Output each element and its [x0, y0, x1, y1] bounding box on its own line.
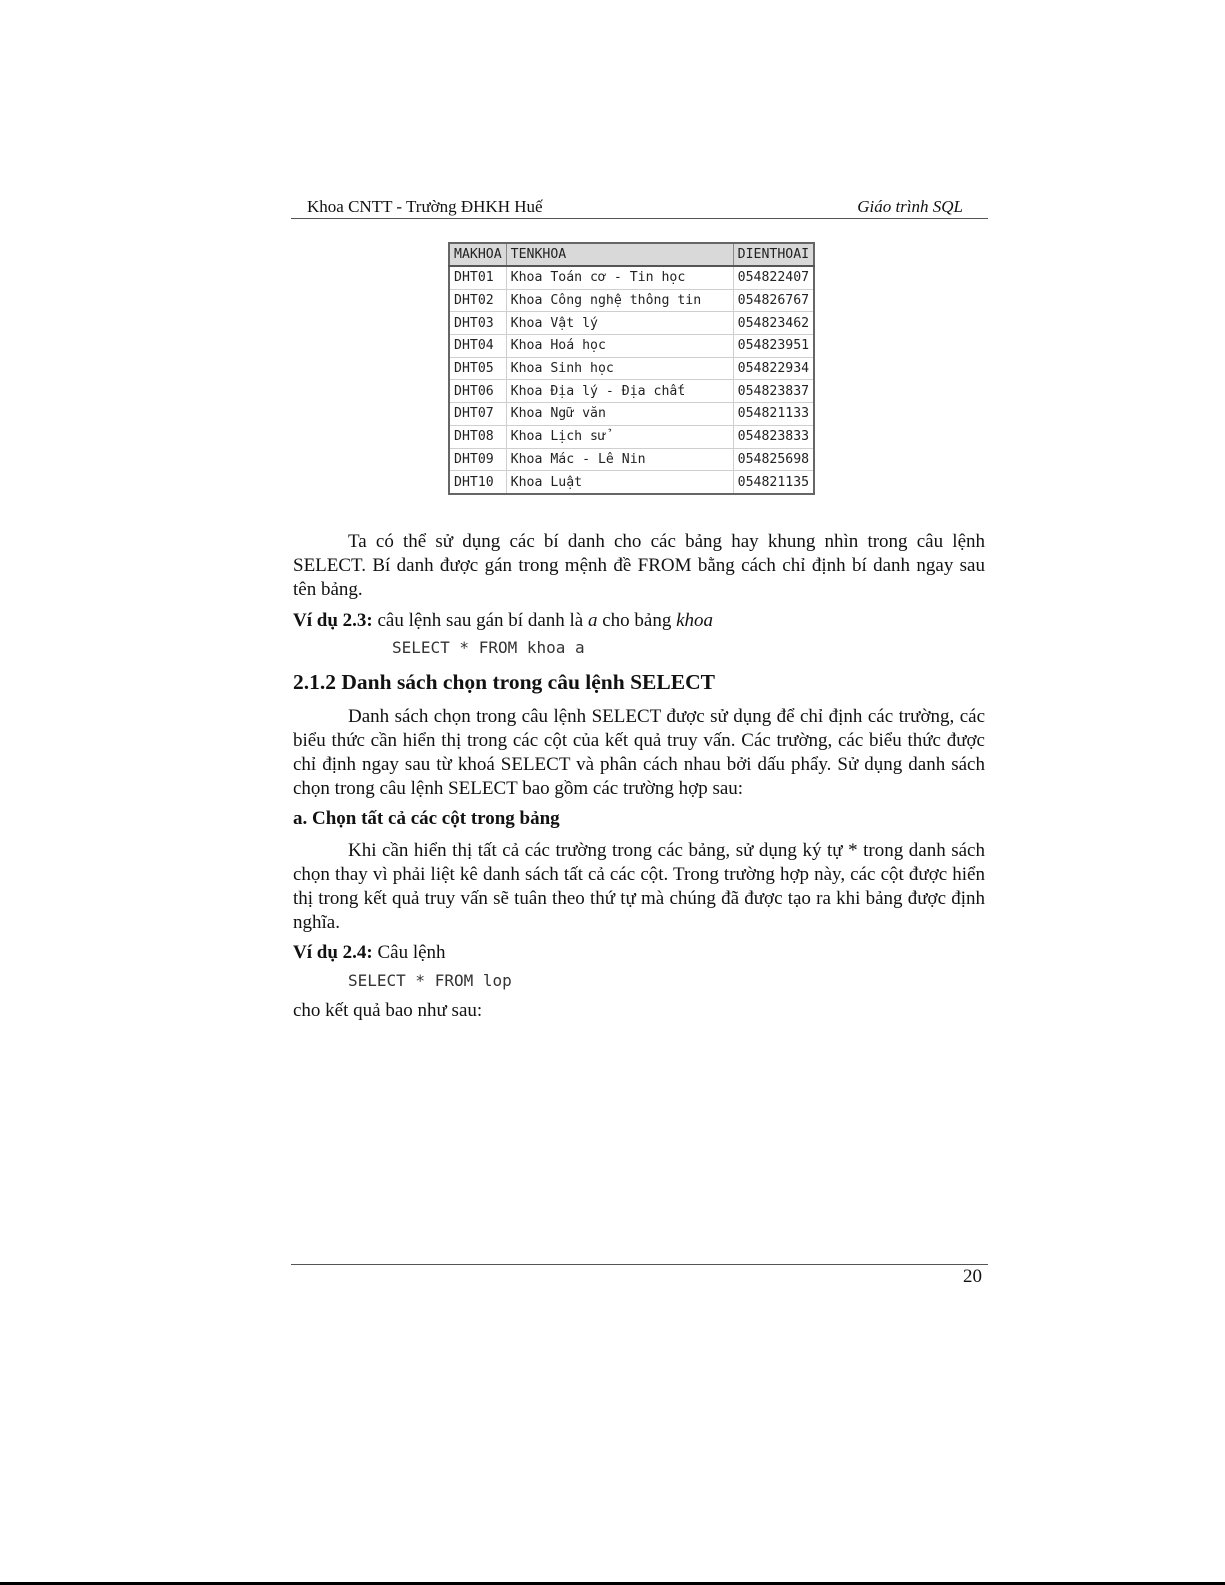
page-number: 20 — [963, 1266, 982, 1287]
running-header-right: Giáo trình SQL — [857, 197, 963, 216]
column-header-dienthoai: DIENTHOAI — [733, 243, 814, 266]
example-2-3-text-a: câu lệnh sau gán bí danh là — [372, 610, 588, 631]
result-intro-line: cho kết quả bao như sau: — [293, 1000, 483, 1021]
table-row — [449, 357, 814, 380]
cell-tenkhoa: Khoa Mác - Lê Nin — [506, 448, 733, 471]
example-2-4-label: Ví dụ 2.4: — [293, 942, 373, 963]
example-2-4-line — [293, 941, 446, 965]
cell-dienthoai: 054822407 — [733, 266, 814, 289]
cell-dienthoai: 054823837 — [733, 380, 814, 403]
cell-dienthoai: 054823951 — [733, 335, 814, 358]
cell-tenkhoa: Khoa Ngữ văn — [506, 403, 733, 426]
example-2-3-line — [293, 609, 713, 633]
column-header-tenkhoa: TENKHOA — [506, 243, 733, 266]
table-row — [449, 312, 814, 335]
cell-tenkhoa: Khoa Hoá học — [506, 335, 733, 358]
alias-paragraph: Ta có thể sử dụng các bí danh cho các bảng hay khung nhìn trong câu lệnh SELECT. Bí danh được gán trong mệnh đề FROM bằng cách chỉ định bí danh ngay sau tên bảng. — [293, 531, 985, 600]
cell-tenkhoa: Khoa Luật — [506, 471, 733, 494]
footer-rule — [291, 1264, 988, 1265]
cell-makhoa: DHT02 — [449, 289, 506, 312]
cell-makhoa: DHT10 — [449, 471, 506, 494]
cell-tenkhoa: Khoa Toán cơ - Tin học — [506, 266, 733, 289]
table-row — [449, 471, 814, 494]
select-list-paragraph: Danh sách chọn trong câu lệnh SELECT được sử dụng để chỉ định các trường, các biểu thức cần hiển thị trong các cột của kết quả truy vấn. Các trường, các biểu thức được chỉ định ngay sau từ khoá SELECT và phân cách nhau bởi dấu phẩy. Sử dụng danh sách chọn trong câu lệnh SELECT bao gồm các trường hợp sau: — [293, 706, 985, 799]
cell-tenkhoa: Khoa Vật lý — [506, 312, 733, 335]
cell-makhoa: DHT06 — [449, 380, 506, 403]
column-header-makhoa: MAKHOA — [449, 243, 506, 266]
cell-makhoa: DHT09 — [449, 448, 506, 471]
example-2-3-alias: a — [587, 610, 598, 631]
cell-tenkhoa: Khoa Địa lý - Địa chất — [506, 380, 733, 403]
running-header-left: Khoa CNTT - Trường ĐHKH Huế — [307, 197, 543, 216]
cell-dienthoai: 054822934 — [733, 357, 814, 380]
cell-makhoa: DHT07 — [449, 403, 506, 426]
cell-tenkhoa: Khoa Sinh học — [506, 357, 733, 380]
section-heading-2-1-2: 2.1.2 Danh sách chọn trong câu lệnh SELECT — [293, 670, 715, 694]
header-rule — [291, 218, 988, 219]
table-row — [449, 448, 814, 471]
table-header-row — [449, 243, 814, 266]
cell-tenkhoa: Khoa Lịch sử — [506, 425, 733, 448]
cell-dienthoai: 054823462 — [733, 312, 814, 335]
table-row — [449, 289, 814, 312]
cell-makhoa: DHT03 — [449, 312, 506, 335]
select-all-paragraph: Khi cần hiển thị tất cả các trường trong các bảng, sử dụng ký tự * trong danh sách chọn thay vì phải liệt kê danh sách tất cả các cột. Trong trường hợp này, các cột được hiển thị trong kết quả truy vấn sẽ tuân theo thứ tự mà chúng đã được tạo ra khi bảng được định nghĩa. — [293, 840, 985, 933]
cell-dienthoai: 054821133 — [733, 403, 814, 426]
cell-makhoa: DHT08 — [449, 425, 506, 448]
cell-dienthoai: 054821135 — [733, 471, 814, 494]
cell-tenkhoa: Khoa Công nghệ thông tin — [506, 289, 733, 312]
table-row — [449, 380, 814, 403]
cell-dienthoai: 054823833 — [733, 425, 814, 448]
example-2-3-table: khoa — [676, 610, 714, 631]
table-row — [449, 425, 814, 448]
table-row — [449, 335, 814, 358]
cell-makhoa: DHT04 — [449, 335, 506, 358]
cell-makhoa: DHT05 — [449, 357, 506, 380]
example-2-3-text-b: cho bảng — [597, 610, 677, 631]
code-sample-select-all: SELECT * FROM lop — [348, 971, 512, 990]
subsection-heading-a: a. Chọn tất cả các cột trong bảng — [293, 808, 560, 829]
cell-makhoa: DHT01 — [449, 266, 506, 289]
cell-dienthoai: 054826767 — [733, 289, 814, 312]
table-row — [449, 266, 814, 289]
cell-dienthoai: 054825698 — [733, 448, 814, 471]
example-2-4-text: Câu lệnh — [372, 942, 446, 963]
khoa-table — [448, 242, 815, 495]
example-2-3-label: Ví dụ 2.3: — [293, 610, 373, 631]
table-row — [449, 403, 814, 426]
code-sample-alias: SELECT * FROM khoa a — [392, 638, 585, 657]
